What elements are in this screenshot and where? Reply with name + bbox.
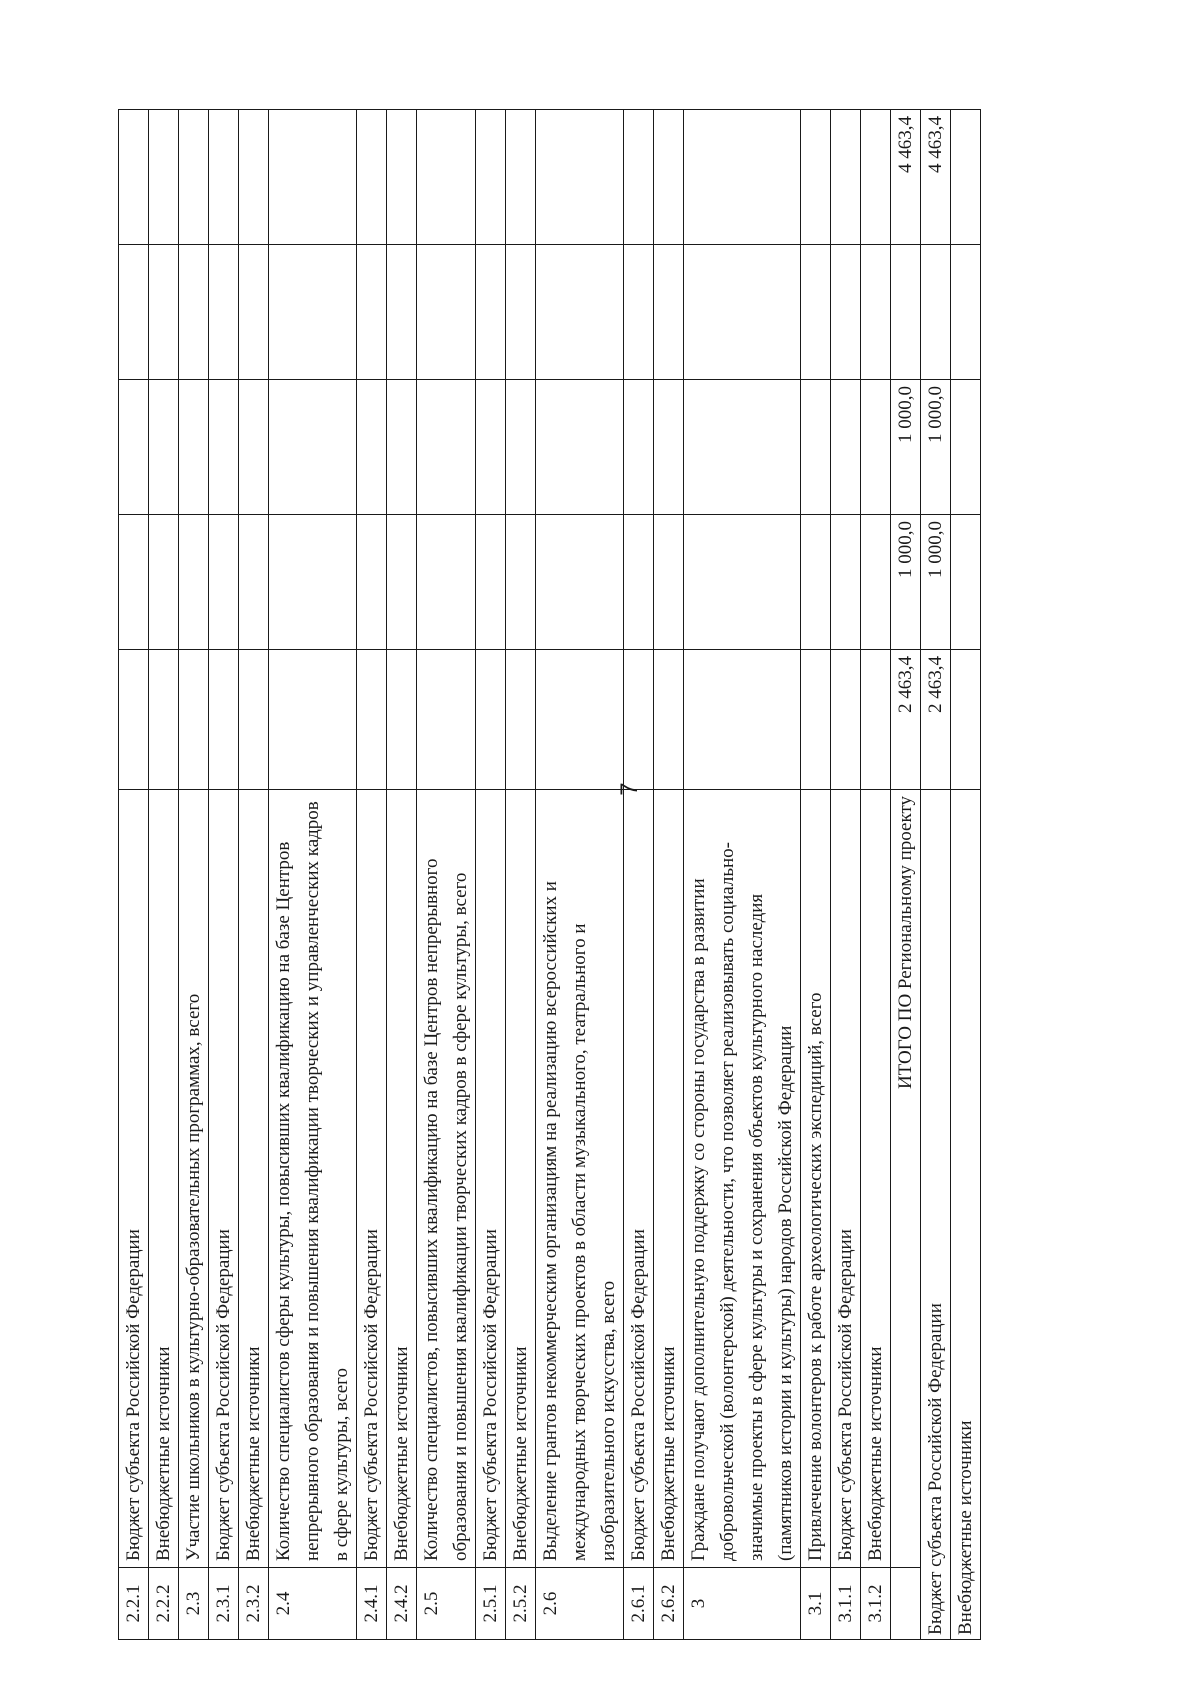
total-value-v3: 1 000,0 (891, 380, 921, 515)
value-cell-v2 (476, 515, 506, 650)
row-name: Граждане получают дополнительную поддержку со стороны государства в развитии добровольческой (волонтерской) деятельности, что позволяет реализовывать социально-значимые проекты в сфере культуры и сохранения объектов культурного наследия (памятников истории и культуры) народов Российской Федерации (684, 790, 801, 1568)
table-row (536, 110, 624, 1640)
row-name: Количество специалистов, повысивших квалификацию на базе Центров непрерывного образования и повышения квалификации творческих кадров в сфере культуры, всего (417, 790, 476, 1568)
summary-value-v3: 1 000,0 (921, 380, 951, 515)
table-row (239, 110, 269, 1640)
value-cell-v3 (536, 380, 624, 515)
row-name: Участие школьников в культурно-образовательных программах, всего (179, 790, 209, 1568)
value-cell-v3 (506, 380, 536, 515)
value-cell-v2 (417, 515, 476, 650)
total-number-cell (891, 1568, 921, 1640)
value-cell-v3 (119, 380, 149, 515)
table-row (506, 110, 536, 1640)
row-name: Бюджет субъекта Российской Федерации (476, 790, 506, 1568)
summary-name: Внебюджетные источники (951, 790, 981, 1640)
value-cell-v4 (357, 245, 387, 380)
summary-value-total: 4 463,4 (921, 110, 951, 245)
row-name: Бюджет субъекта Российской Федерации (119, 790, 149, 1568)
value-cell-v2 (831, 515, 861, 650)
row-name: Бюджет субъекта Российской Федерации (209, 790, 239, 1568)
value-cell-v1 (149, 650, 179, 790)
value-cell-total (654, 110, 684, 245)
value-cell-v1 (476, 650, 506, 790)
table-row (476, 110, 506, 1640)
value-cell-v4 (801, 245, 831, 380)
row-number: 2.6 (536, 1568, 624, 1640)
table-row (119, 110, 149, 1640)
value-cell-v2 (506, 515, 536, 650)
value-cell-v4 (149, 245, 179, 380)
value-cell-v2 (536, 515, 624, 650)
value-cell-total (684, 110, 801, 245)
row-number: 3.1.1 (831, 1568, 861, 1640)
row-name: Внебюджетные источники (387, 790, 417, 1568)
row-name: Внебюджетные источники (506, 790, 536, 1568)
row-name: Привлечение волонтеров к работе археологических экспедиций, всего (801, 790, 831, 1568)
row-number: 2.3 (179, 1568, 209, 1640)
row-number: 2.3.2 (239, 1568, 269, 1640)
table-row (861, 110, 891, 1640)
value-cell-v2 (861, 515, 891, 650)
total-row (891, 110, 921, 1640)
value-cell-v1 (239, 650, 269, 790)
summary-value-v2: 1 000,0 (921, 515, 951, 650)
value-cell-v2 (179, 515, 209, 650)
value-cell-v1 (179, 650, 209, 790)
value-cell-v1 (417, 650, 476, 790)
summary-value-v1: 2 463,4 (921, 650, 951, 790)
row-number: 2.3.1 (209, 1568, 239, 1640)
value-cell-total (861, 110, 891, 245)
value-cell-total (417, 110, 476, 245)
row-number: 2.4.1 (357, 1568, 387, 1640)
value-cell-v1 (357, 650, 387, 790)
row-number: 2.5.2 (506, 1568, 536, 1640)
value-cell-v4 (387, 245, 417, 380)
table-row (654, 110, 684, 1640)
page-number: 7 (616, 782, 643, 796)
value-cell-total (536, 110, 624, 245)
value-cell-v2 (654, 515, 684, 650)
budget-table-body (119, 110, 981, 1640)
value-cell-v1 (506, 650, 536, 790)
summary-value-v3 (951, 380, 981, 515)
value-cell-v2 (239, 515, 269, 650)
summary-row (921, 110, 951, 1640)
row-name: Количество специалистов сферы культуры, повысивших квалификацию на базе Центров непрерывного образования и повышения квалификации творческих и управленческих кадров в сфере культуры, всего (269, 790, 357, 1568)
value-cell-v1 (684, 650, 801, 790)
value-cell-v2 (624, 515, 654, 650)
value-cell-v1 (209, 650, 239, 790)
summary-value-total (951, 110, 981, 245)
value-cell-total (239, 110, 269, 245)
value-cell-v4 (831, 245, 861, 380)
value-cell-v1 (119, 650, 149, 790)
value-cell-v4 (624, 245, 654, 380)
value-cell-v4 (861, 245, 891, 380)
budget-table (118, 109, 981, 1640)
total-value-total: 4 463,4 (891, 110, 921, 245)
table-row (269, 110, 357, 1640)
value-cell-v1 (536, 650, 624, 790)
summary-name: Бюджет субъекта Российской Федерации (921, 790, 951, 1640)
summary-row (951, 110, 981, 1640)
rotated-page (118, 110, 1036, 1640)
summary-value-v4 (951, 245, 981, 380)
value-cell-v4 (239, 245, 269, 380)
value-cell-v1 (801, 650, 831, 790)
summary-value-v4 (921, 245, 951, 380)
table-row (684, 110, 801, 1640)
row-number: 2.2.2 (149, 1568, 179, 1640)
row-number: 2.5.1 (476, 1568, 506, 1640)
value-cell-v3 (209, 380, 239, 515)
table-row (624, 110, 654, 1640)
value-cell-v3 (269, 380, 357, 515)
value-cell-v2 (209, 515, 239, 650)
row-name: Выделение грантов некоммерческим организациям на реализацию всероссийских и международных творческих проектов в области музыкального, театрального и изобразительного искусства, всего (536, 790, 624, 1568)
value-cell-total (801, 110, 831, 245)
total-value-v2: 1 000,0 (891, 515, 921, 650)
value-cell-v2 (269, 515, 357, 650)
value-cell-v1 (624, 650, 654, 790)
row-number: 3 (684, 1568, 801, 1640)
value-cell-v2 (801, 515, 831, 650)
value-cell-v3 (801, 380, 831, 515)
value-cell-total (269, 110, 357, 245)
value-cell-v3 (654, 380, 684, 515)
value-cell-v4 (684, 245, 801, 380)
table-row (831, 110, 861, 1640)
row-name: Внебюджетные источники (149, 790, 179, 1568)
table-row (149, 110, 179, 1640)
value-cell-v3 (861, 380, 891, 515)
value-cell-v3 (417, 380, 476, 515)
value-cell-v4 (654, 245, 684, 380)
row-name: Внебюджетные источники (239, 790, 269, 1568)
total-value-v1: 2 463,4 (891, 650, 921, 790)
value-cell-v3 (239, 380, 269, 515)
row-number: 3.1 (801, 1568, 831, 1640)
value-cell-v1 (387, 650, 417, 790)
row-name: Внебюджетные источники (861, 790, 891, 1568)
value-cell-v3 (149, 380, 179, 515)
value-cell-v1 (654, 650, 684, 790)
value-cell-v3 (387, 380, 417, 515)
summary-value-v2 (951, 515, 981, 650)
value-cell-total (387, 110, 417, 245)
value-cell-v2 (684, 515, 801, 650)
table-row (801, 110, 831, 1640)
value-cell-v4 (179, 245, 209, 380)
total-value-v4 (891, 245, 921, 380)
summary-value-v1 (951, 650, 981, 790)
table-row (209, 110, 239, 1640)
value-cell-v3 (357, 380, 387, 515)
row-number: 2.6.2 (654, 1568, 684, 1640)
row-number: 2.2.1 (119, 1568, 149, 1640)
value-cell-total (119, 110, 149, 245)
value-cell-v3 (624, 380, 654, 515)
value-cell-v2 (119, 515, 149, 650)
value-cell-total (506, 110, 536, 245)
value-cell-v4 (506, 245, 536, 380)
value-cell-v4 (417, 245, 476, 380)
total-label: ИТОГО ПО Региональному проекту (891, 790, 921, 1568)
row-name: Бюджет субъекта Российской Федерации (357, 790, 387, 1568)
table-row (417, 110, 476, 1640)
row-name: Бюджет субъекта Российской Федерации (831, 790, 861, 1568)
value-cell-total (209, 110, 239, 245)
value-cell-v4 (536, 245, 624, 380)
value-cell-v3 (179, 380, 209, 515)
value-cell-v2 (357, 515, 387, 650)
row-number: 2.4 (269, 1568, 357, 1640)
value-cell-total (149, 110, 179, 245)
value-cell-v1 (269, 650, 357, 790)
value-cell-v1 (831, 650, 861, 790)
value-cell-v1 (861, 650, 891, 790)
value-cell-total (357, 110, 387, 245)
table-row (179, 110, 209, 1640)
row-number: 2.6.1 (624, 1568, 654, 1640)
value-cell-total (476, 110, 506, 245)
row-name: Внебюджетные источники (654, 790, 684, 1568)
value-cell-total (831, 110, 861, 245)
row-number: 2.4.2 (387, 1568, 417, 1640)
value-cell-v4 (119, 245, 149, 380)
value-cell-v2 (149, 515, 179, 650)
value-cell-v3 (476, 380, 506, 515)
value-cell-v3 (831, 380, 861, 515)
value-cell-total (179, 110, 209, 245)
table-row (357, 110, 387, 1640)
table-row (387, 110, 417, 1640)
value-cell-v4 (209, 245, 239, 380)
row-number: 3.1.2 (861, 1568, 891, 1640)
value-cell-v2 (387, 515, 417, 650)
value-cell-v4 (476, 245, 506, 380)
row-name: Бюджет субъекта Российской Федерации (624, 790, 654, 1568)
value-cell-total (624, 110, 654, 245)
row-number: 2.5 (417, 1568, 476, 1640)
value-cell-v3 (684, 380, 801, 515)
value-cell-v4 (269, 245, 357, 380)
